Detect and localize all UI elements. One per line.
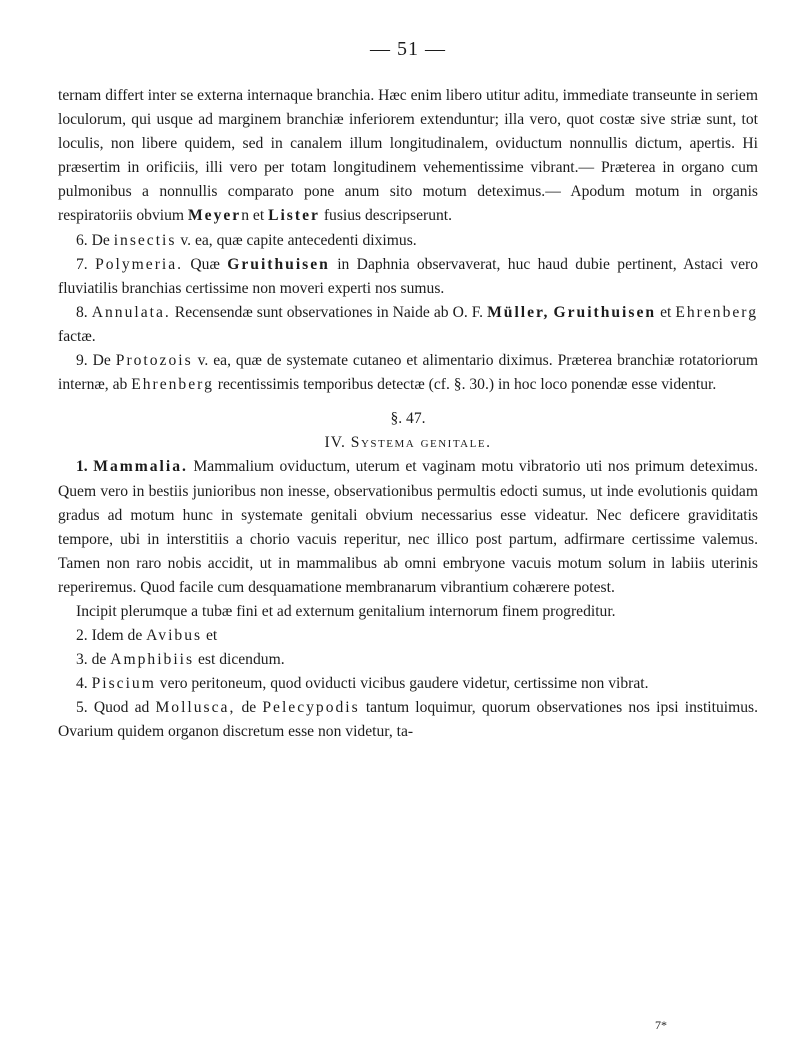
item-keyword: Amphibiis — [110, 651, 195, 669]
paragraph-text: v. ea, quæ capite antecedenti diximus. — [180, 231, 417, 249]
item-number: 8. — [76, 303, 88, 321]
paragraph-branchia — [58, 84, 758, 229]
item-number: 2. Idem de — [76, 627, 143, 645]
item-keyword: Mollusca, — [155, 699, 236, 717]
item-number: 7. — [76, 255, 88, 273]
paragraph-insects — [58, 229, 758, 253]
paragraph-text: n et — [241, 207, 265, 225]
paragraph-text: et — [205, 627, 218, 645]
author-name: Gruithuisen — [553, 303, 657, 321]
item-number: 3. de — [76, 651, 107, 669]
paragraph-protozoa — [58, 349, 758, 397]
section-roman: IV. — [324, 434, 346, 452]
author-name: Gruithuisen — [227, 255, 330, 273]
paragraph-text: est dicendum. — [197, 651, 285, 669]
item-number: 5. Quod ad — [76, 699, 150, 717]
item-keyword: insectis — [113, 231, 177, 249]
author-name: Ehrenberg — [675, 303, 759, 321]
paragraph-text: factæ. — [58, 327, 96, 345]
author-name: Ehrenberg — [131, 376, 214, 394]
paragraph-text: v. ea, quæ de systemate cutaneo et alimentario diximus. Præterea branchiæ rotatoriorum internæ, ab — [58, 352, 758, 394]
paragraph-mammalia — [58, 455, 758, 600]
item-number: 1. — [76, 458, 88, 476]
item-keyword: Mammalia. — [93, 458, 188, 476]
paragraph-text: Quæ — [190, 255, 220, 273]
author-name: Lister — [268, 207, 320, 225]
section-number: §. 47. — [390, 410, 426, 428]
paragraph-text: in Daphnia observaverat, huc haud dubie pertinent, Astaci vero fluviatilis branchias certissime non moveri experti nos sumus. — [58, 255, 758, 297]
paragraph-aves — [58, 624, 758, 648]
item-number: 4. — [76, 675, 88, 693]
item-keyword: Annulata. — [91, 303, 171, 321]
paragraph-annulata — [58, 301, 758, 349]
body-text — [58, 84, 758, 745]
item-keyword: Avibus — [146, 627, 203, 645]
page-number: — 51 — — [370, 38, 446, 60]
item-keyword: Piscium — [91, 675, 156, 693]
item-number: 6. De — [76, 231, 110, 249]
author-name: Meyer — [187, 207, 242, 225]
paragraph-text: ternam differt inter se externa internaque branchia. Hæc enim libero utitur aditu, immediate transeunte in seriem loculorum, qui usque ad marginem branchiæ inferiorem extenduntur; illa vero, quot costæ sive striæ sunt, tot loculis, non libere quidem, sed in canalem illum longitudinalem, oviductum nonnullis dictum, apertis. Hi præsertim in orificiis, illi vero per totam longitudinem vehementissime vibrant.— Præterea in organo cum pulmonibus a nonnullis comparato pone anum sito motum deteximus.— Apodum motum in organis respiratoriis obvium — [58, 87, 758, 225]
paragraph-mollusca — [58, 696, 758, 744]
signature-mark: 7* — [655, 1018, 667, 1032]
paragraph-polymeria — [58, 253, 758, 301]
item-keyword: Pelecypodis — [262, 699, 360, 717]
paragraph-amphibia — [58, 648, 758, 672]
paragraph-mammalia-cont: Incipit plerumque a tubæ fini et ad externum genitalium internorum finem progreditur. — [76, 602, 616, 620]
paragraph-text: Mammalium oviductum, uterum et vaginam motu vibratorio uti nos primum deteximus. Quem vero in bestiis junioribus non inesse, observationibus permultis edocti sumus, ut inde evolutionis quidam gradus ad motum hunc in systemate genitali obvium necessarius esse videatur. Nec deficere graviditatis tempore, ubi in interstitiis a chorio vacuis reperitur, nec illico post partum, adfirmare certissime valemus. Tamen non raro nobis accidit, ut in mammalibus ab omni embryone vacuis motum solum in labiis uterinis reperiremus. Quod facile cum desquamatione membranarum vibrantium cohærere potest. — [58, 458, 758, 596]
author-name: Müller, — [487, 303, 550, 321]
section-heading: Systema genitale. — [350, 434, 492, 452]
paragraph-text: fusius descripserunt. — [323, 207, 453, 225]
paragraph-text: et — [660, 303, 672, 321]
section-title — [58, 431, 758, 455]
paragraph-text: de — [241, 699, 257, 717]
item-keyword: Polymeria. — [95, 255, 184, 273]
paragraph-text: recentissimis temporibus detectæ (cf. §. 30.) in hoc loco ponendæ esse videntur. — [217, 376, 717, 394]
paragraph-text: vero peritoneum, quod oviducti vicibus gaudere videtur, certissime non vibrat. — [159, 675, 649, 693]
item-keyword: Protozois — [115, 352, 193, 370]
paragraph-text: Recensendæ sunt observationes in Naide ab O. F. — [174, 303, 484, 321]
paragraph-text: tantum loquimur, quorum observationes nos ipsi instituimus. Ovarium quidem organon discretum esse non videtur, ta- — [58, 699, 758, 741]
item-number: 9. De — [76, 352, 111, 370]
paragraph-pisces — [58, 672, 758, 696]
